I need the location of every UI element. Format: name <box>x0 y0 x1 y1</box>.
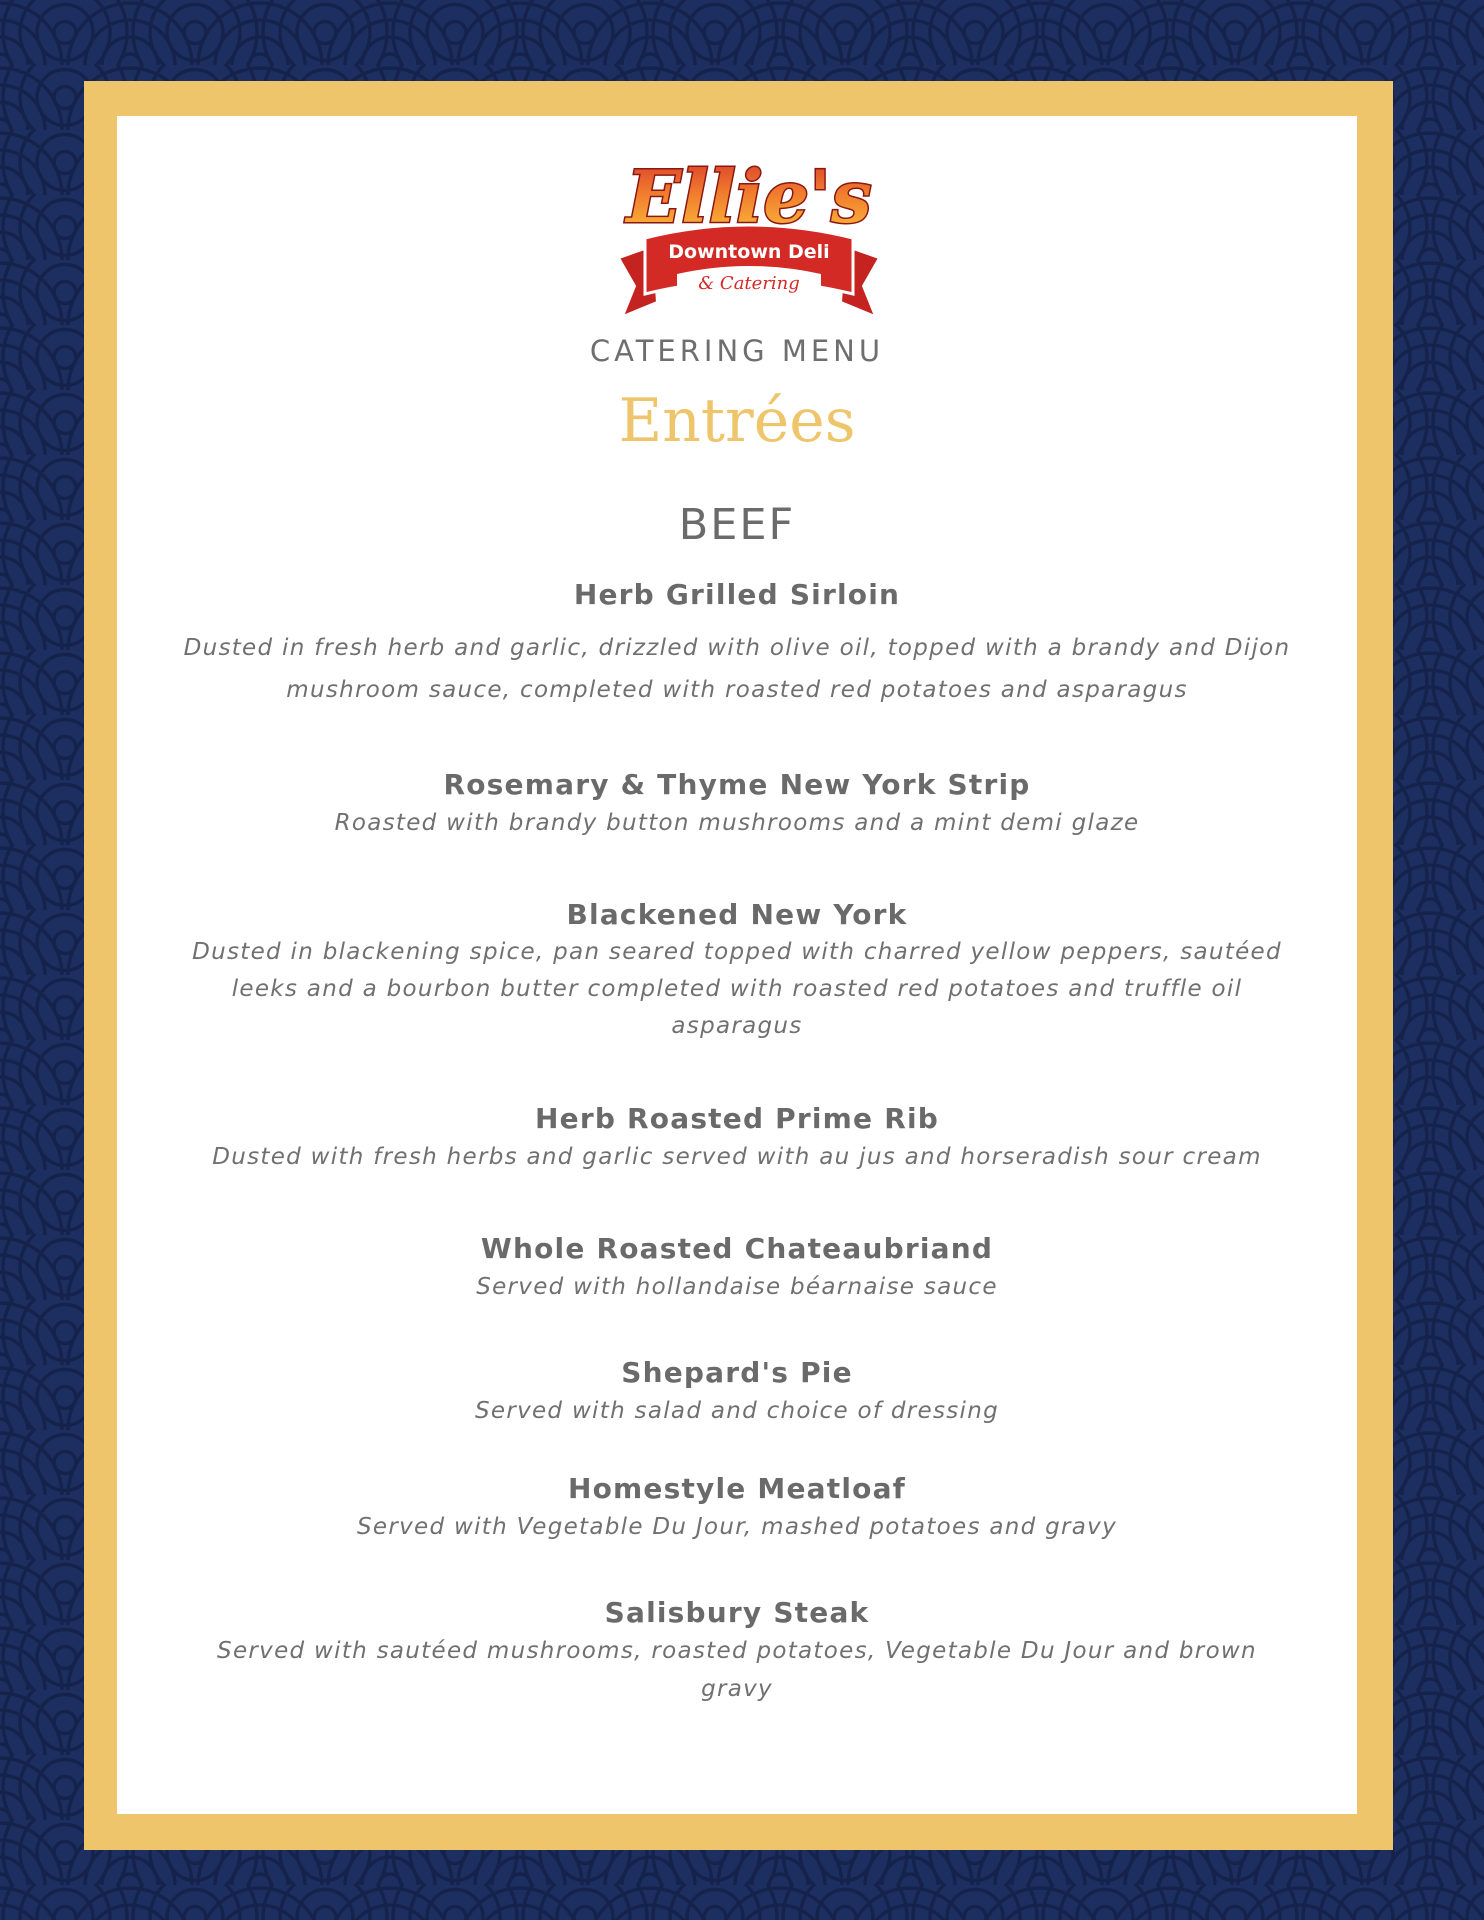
menu-item-name: Blackened New York <box>566 898 908 931</box>
menu-item <box>177 766 1297 842</box>
menu-item-name: Whole Roasted Chateaubriand <box>480 1232 994 1265</box>
logo-banner-line2: & Catering <box>698 273 800 294</box>
ellies-logo <box>617 134 881 324</box>
menu-item-name: Herb Grilled Sirloin <box>573 578 901 611</box>
menu-item <box>177 1100 1297 1176</box>
menu-item-name: Rosemary & Thyme New York Strip <box>443 768 1031 801</box>
menu-item-description: Served with Vegetable Du Jour, mashed potatoes and gravy <box>356 1514 1118 1540</box>
menu-item-name: Salisbury Steak <box>604 1596 870 1629</box>
menu-item <box>177 576 1297 711</box>
menu-item-name: Homestyle Meatloaf <box>567 1472 907 1505</box>
menu-item-name: Shepard's Pie <box>621 1356 853 1389</box>
page-title: Entrées <box>618 386 856 456</box>
menu-item-description: Dusted in fresh herb and garlic, drizzled with olive oil, topped with a brandy and Dijon mushroom sauce, completed with roasted red potatoes and asparagus <box>183 635 1291 703</box>
menu-item-description: Dusted with fresh herbs and garlic served with au jus and horseradish sour cream <box>212 1144 1262 1170</box>
menu-item-description: Dusted in blackening spice, pan seared topped with charred yellow peppers, sautéed leeks and a bourbon butter completed with roasted red potatoes and truffle oil asparagus <box>192 939 1282 1039</box>
menu-item <box>177 896 1297 1045</box>
menu-item <box>177 1594 1297 1708</box>
logo-banner-line1: Downtown Deli <box>668 241 830 263</box>
menu-item <box>177 1230 1297 1306</box>
logo-brand-text: Ellie's <box>626 154 872 239</box>
menu-page <box>117 116 1357 1814</box>
menu-item-description: Served with hollandaise béarnaise sauce <box>476 1274 998 1300</box>
menu-item-name: Herb Roasted Prime Rib <box>535 1102 939 1135</box>
menu-item-description: Served with salad and choice of dressing <box>474 1398 1000 1424</box>
catering-menu-label: CATERING MENU <box>589 334 885 368</box>
menu-item <box>177 1470 1297 1546</box>
section-title-beef: BEEF <box>678 500 796 550</box>
menu-item <box>177 1354 1297 1430</box>
menu-item-description: Roasted with brandy button mushrooms and a mint demi glaze <box>334 810 1140 836</box>
menu-item-description: Served with sautéed mushrooms, roasted potatoes, Vegetable Du Jour and brown gravy <box>217 1638 1257 1702</box>
